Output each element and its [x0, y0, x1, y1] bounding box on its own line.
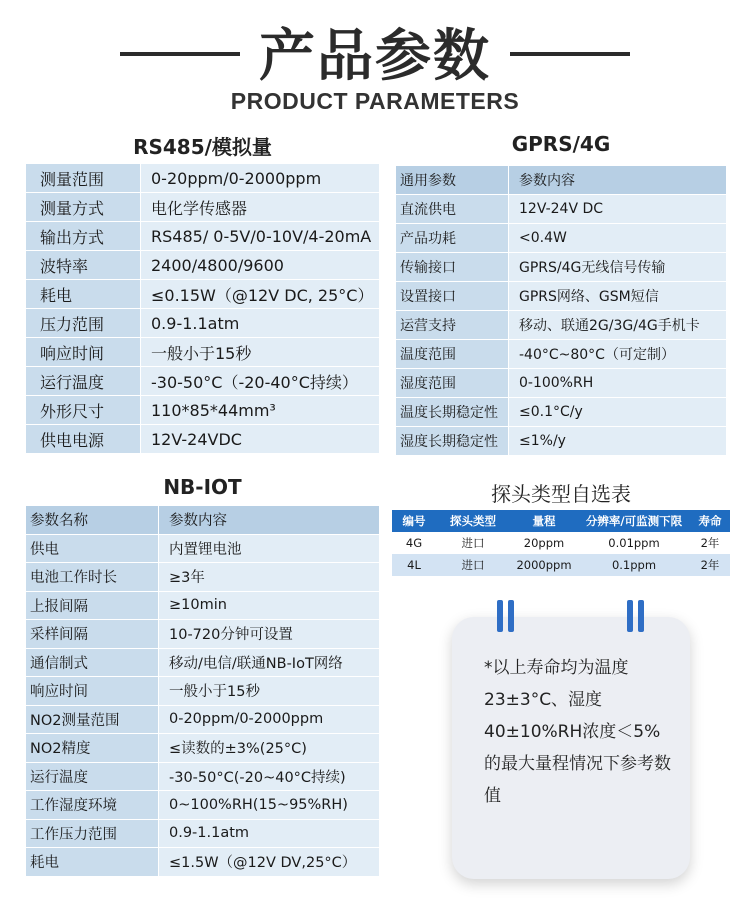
table-row: [26, 164, 380, 193]
page-subtitle: PRODUCT PARAMETERS: [230, 88, 520, 114]
param-value: 0-100%RH: [509, 369, 727, 398]
table-row: [396, 253, 727, 282]
param-name: 湿度范围: [396, 369, 509, 398]
param-value: GPRS/4G无线信号传输: [509, 253, 727, 282]
title-right-rule: [510, 52, 630, 56]
table-row: [26, 251, 380, 280]
table-row: [26, 338, 380, 367]
param-value: -30-50°C(-20~40°C持续): [159, 762, 380, 791]
table-row: [396, 398, 727, 427]
probe-cell: 0.01ppm: [578, 532, 690, 554]
header: [0, 0, 750, 120]
table-row: [26, 309, 380, 338]
param-name: NO2精度: [26, 734, 159, 763]
param-value: 电化学传感器: [141, 193, 380, 222]
param-name: 产品功耗: [396, 224, 509, 253]
binder-clip-icon: [508, 600, 514, 632]
binder-clip-icon: [627, 600, 633, 632]
param-name: 测量范围: [26, 164, 141, 193]
param-name: 波特率: [26, 251, 141, 280]
param-name: 耗电: [26, 848, 159, 877]
param-value: 12V-24V DC: [509, 195, 727, 224]
param-name: 压力范围: [26, 309, 141, 338]
param-value: 2400/4800/9600: [141, 251, 380, 280]
param-name: 输出方式: [26, 222, 141, 251]
table-row: [26, 222, 380, 251]
table-row: [26, 367, 380, 396]
probe-cell: 进口: [436, 554, 510, 576]
param-name: 参数名称: [26, 506, 159, 535]
probe-header-row: [392, 510, 730, 532]
probe-table: [392, 510, 730, 576]
param-value: 12V-24VDC: [141, 425, 380, 454]
param-name: NO2测量范围: [26, 705, 159, 734]
binder-clip-icon: [638, 600, 644, 632]
param-name: 运行温度: [26, 367, 141, 396]
param-name: 工作压力范围: [26, 819, 159, 848]
param-name: 传输接口: [396, 253, 509, 282]
table-row: [396, 340, 727, 369]
param-value: ≤1%/y: [509, 427, 727, 456]
probe-cell: 4G: [392, 532, 436, 554]
param-name: 上报间隔: [26, 591, 159, 620]
gprs-title: GPRS/4G: [511, 132, 611, 156]
param-value: RS485/ 0-5V/0-10V/4-20mA: [141, 222, 380, 251]
probe-cell: 0.1ppm: [578, 554, 690, 576]
probe-cell: 20ppm: [510, 532, 578, 554]
column-header: 寿命: [690, 510, 730, 532]
param-value: 0-20ppm/0-2000ppm: [159, 705, 380, 734]
param-value: -30-50°C（-20-40°C持续）: [141, 367, 380, 396]
table-row: [26, 677, 380, 706]
column-header: 量程: [510, 510, 578, 532]
table-row: [26, 591, 380, 620]
probe-cell: 2年: [690, 554, 730, 576]
param-value: ≥10min: [159, 591, 380, 620]
param-value: 0.9-1.1atm: [159, 819, 380, 848]
probe-title: 探头类型自选表: [491, 482, 631, 506]
table-row: [26, 819, 380, 848]
gprs-table: [395, 165, 727, 456]
param-value: 110*85*44mm³: [141, 396, 380, 425]
column-header: 分辨率/可监测下限: [578, 510, 690, 532]
param-name: 测量方式: [26, 193, 141, 222]
param-value: 一般小于15秒: [141, 338, 380, 367]
column-header: 编号: [392, 510, 436, 532]
table-row: [392, 554, 730, 576]
note-text: *以上寿命均为温度23±3°C、湿度40±10%RH浓度＜5%的最大量程情况下参考数值: [484, 658, 671, 806]
param-value: 一般小于15秒: [159, 677, 380, 706]
probe-cell: 2000ppm: [510, 554, 578, 576]
table-row: [26, 396, 380, 425]
param-value: ≤1.5W（@12V DV,25°C）: [159, 848, 380, 877]
table-row: [26, 791, 380, 820]
param-name: 采样间隔: [26, 620, 159, 649]
param-value: 参数内容: [159, 506, 380, 535]
table-row: [396, 195, 727, 224]
table-row: [396, 282, 727, 311]
param-value: 内置锂电池: [159, 534, 380, 563]
table-row: [396, 427, 727, 456]
param-name: 响应时间: [26, 677, 159, 706]
param-name: 响应时间: [26, 338, 141, 367]
table-row: [396, 224, 727, 253]
param-value: ≥3年: [159, 563, 380, 592]
param-value: 参数内容: [509, 166, 727, 195]
param-name: 湿度长期稳定性: [396, 427, 509, 456]
title-left-rule: [120, 52, 240, 56]
param-name: 供电电源: [26, 425, 141, 454]
param-name: 供电: [26, 534, 159, 563]
table-row: [396, 369, 727, 398]
param-name: 设置接口: [396, 282, 509, 311]
param-value: ≤0.1°C/y: [509, 398, 727, 427]
table-row: [26, 648, 380, 677]
param-name: 直流供电: [396, 195, 509, 224]
param-value: 0.9-1.1atm: [141, 309, 380, 338]
rs485-table: [25, 163, 380, 454]
table-row: [26, 734, 380, 763]
param-value: ≤0.15W（@12V DC, 25°C）: [141, 280, 380, 309]
probe-cell: 进口: [436, 532, 510, 554]
param-value: <0.4W: [509, 224, 727, 253]
nbiot-table: [25, 505, 380, 877]
param-value: -40°C~80°C（可定制）: [509, 340, 727, 369]
param-value: GPRS网络、GSM短信: [509, 282, 727, 311]
param-name: 温度长期稳定性: [396, 398, 509, 427]
table-row: [26, 620, 380, 649]
probe-cell: 4L: [392, 554, 436, 576]
param-name: 通信制式: [26, 648, 159, 677]
table-row: [26, 193, 380, 222]
table-row: [26, 425, 380, 454]
page-title: 产品参数: [259, 24, 491, 89]
param-value: ≤读数的±3%(25°C): [159, 734, 380, 763]
nbiot-title: NB-IOT: [163, 475, 242, 499]
param-name: 耗电: [26, 280, 141, 309]
binder-clip-icon: [497, 600, 503, 632]
probe-cell: 2年: [690, 532, 730, 554]
rs485-title: RS485/模拟量: [133, 135, 272, 159]
param-name: 通用参数: [396, 166, 509, 195]
param-name: 运行温度: [26, 762, 159, 791]
table-row: [26, 534, 380, 563]
param-name: 运营支持: [396, 311, 509, 340]
param-name: 电池工作时长: [26, 563, 159, 592]
param-value: 0~100%RH(15~95%RH): [159, 791, 380, 820]
table-header-row: [396, 166, 727, 195]
param-name: 温度范围: [396, 340, 509, 369]
param-value: 0-20ppm/0-2000ppm: [141, 164, 380, 193]
column-header: 探头类型: [436, 510, 510, 532]
table-row: [396, 311, 727, 340]
param-value: 移动/电信/联通NB-IoT网络: [159, 648, 380, 677]
param-name: 外形尺寸: [26, 396, 141, 425]
table-row: [392, 532, 730, 554]
param-name: 工作湿度环境: [26, 791, 159, 820]
table-row: [26, 848, 380, 877]
table-row: [26, 280, 380, 309]
table-header-row: [26, 506, 380, 535]
table-row: [26, 762, 380, 791]
table-row: [26, 563, 380, 592]
table-row: [26, 705, 380, 734]
param-value: 10-720分钟可设置: [159, 620, 380, 649]
param-value: 移动、联通2G/3G/4G手机卡: [509, 311, 727, 340]
